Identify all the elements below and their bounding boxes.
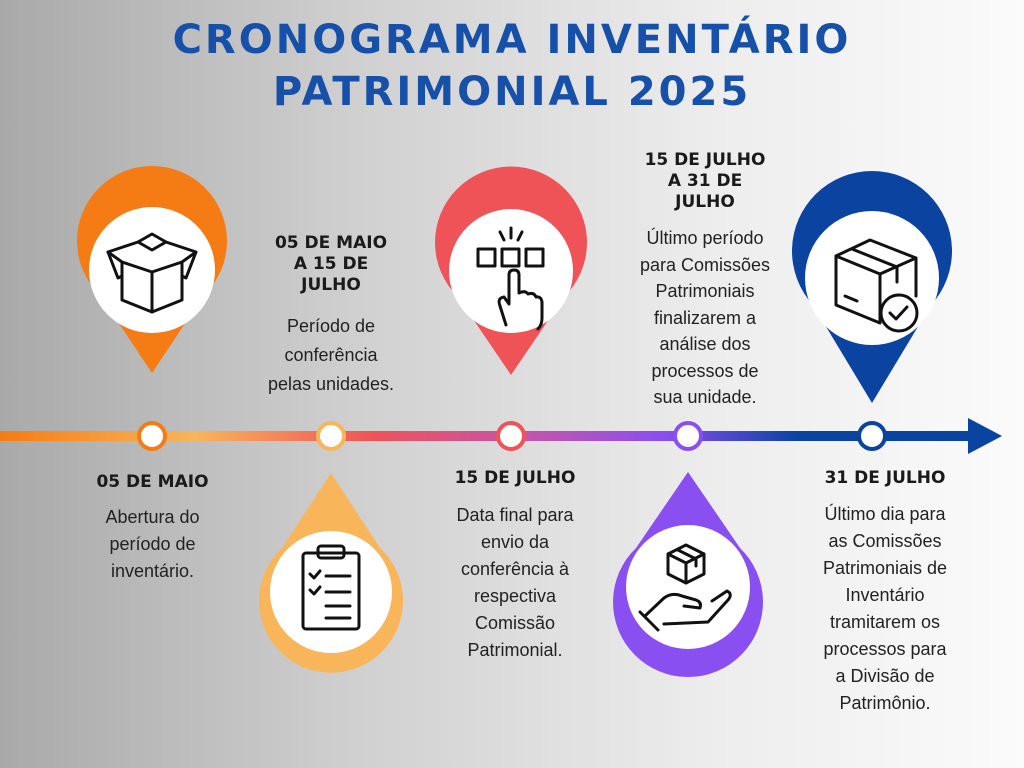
step-5-desc-line: as Comissões [828, 531, 942, 551]
step-4-date-line: 15 DE JULHO [644, 150, 766, 170]
step-1-date: 05 DE MAIO [96, 472, 209, 492]
step-4-desc-line: processos de [651, 360, 759, 381]
step-5-desc-line: Patrimoniais de [822, 558, 948, 578]
step-1-text [60, 472, 245, 585]
step-5-date: 31 DE JULHO [824, 468, 946, 488]
step-3-desc-line: Data final para [456, 505, 574, 525]
step-5-desc-line: a Divisão de [835, 666, 935, 686]
pin-red [435, 167, 587, 375]
step-3-description [420, 502, 610, 664]
step-2-desc-line: conferência [284, 345, 378, 365]
title-line-2: PATRIMONIAL 2025 [272, 69, 752, 115]
step-4-date-line: JULHO [675, 192, 735, 212]
step-4-text [605, 150, 805, 411]
step-2-text [236, 233, 426, 399]
step-1-desc-line: inventário. [110, 561, 195, 581]
pin-purple [613, 472, 763, 677]
step-2-date-line: 05 DE MAIO [274, 233, 388, 253]
step-4-desc-line: sua unidade. [653, 387, 757, 407]
step-3-desc-line: envio da [480, 532, 550, 552]
step-4-description [605, 225, 805, 411]
step-3-date: 15 DE JULHO [454, 468, 576, 488]
step-3-text [420, 468, 610, 664]
step-3-desc-line: conferência à [460, 559, 570, 579]
timeline-node-2 [318, 423, 344, 449]
step-5-desc-line: processos para [823, 639, 947, 659]
step-4-desc-line: para Comissões [639, 254, 771, 275]
timeline-node-1 [139, 423, 165, 449]
step-2-date [236, 233, 426, 296]
step-1-desc-line: Abertura do [105, 507, 200, 527]
step-1-desc-line: período de [109, 534, 196, 554]
step-1-description [60, 504, 245, 585]
step-5-description [790, 501, 980, 717]
step-2-desc-line: Período de [286, 316, 376, 336]
step-2-desc-line: pelas unidades. [267, 374, 395, 394]
step-3-desc-line: Comissão [474, 613, 556, 633]
timeline-node-3 [498, 423, 524, 449]
step-2-date-line: JULHO [301, 275, 361, 295]
step-2-description [236, 312, 426, 399]
step-3-desc-line: respectiva [473, 586, 557, 606]
step-5-desc-line: Inventário [845, 585, 925, 605]
pin-yellow [259, 473, 403, 673]
step-4-date-line: A 31 DE [667, 171, 743, 191]
step-5-desc-line: Último dia para [824, 504, 946, 524]
step-2-date-line: A 15 DE [293, 254, 369, 274]
step-5-desc-line: Patrimônio. [839, 693, 931, 713]
timeline-node-4 [675, 423, 701, 449]
step-4-desc-line: análise dos [659, 334, 751, 354]
step-5-text [790, 468, 980, 717]
step-4-desc-line: Patrimoniais [655, 281, 755, 301]
step-4-date [605, 150, 805, 213]
step-5-desc-line: tramitarem os [829, 612, 941, 632]
step-4-desc-line: Último período [646, 228, 764, 248]
title-line-1: CRONOGRAMA INVENTÁRIO [172, 17, 852, 63]
pin-orange [77, 166, 227, 373]
step-4-desc-line: finalizarem a [653, 307, 757, 328]
step-3-desc-line: Patrimonial. [467, 640, 563, 660]
timeline-arrow-head [968, 418, 1002, 454]
pin-blue [792, 171, 952, 403]
timeline-node-5 [859, 423, 885, 449]
